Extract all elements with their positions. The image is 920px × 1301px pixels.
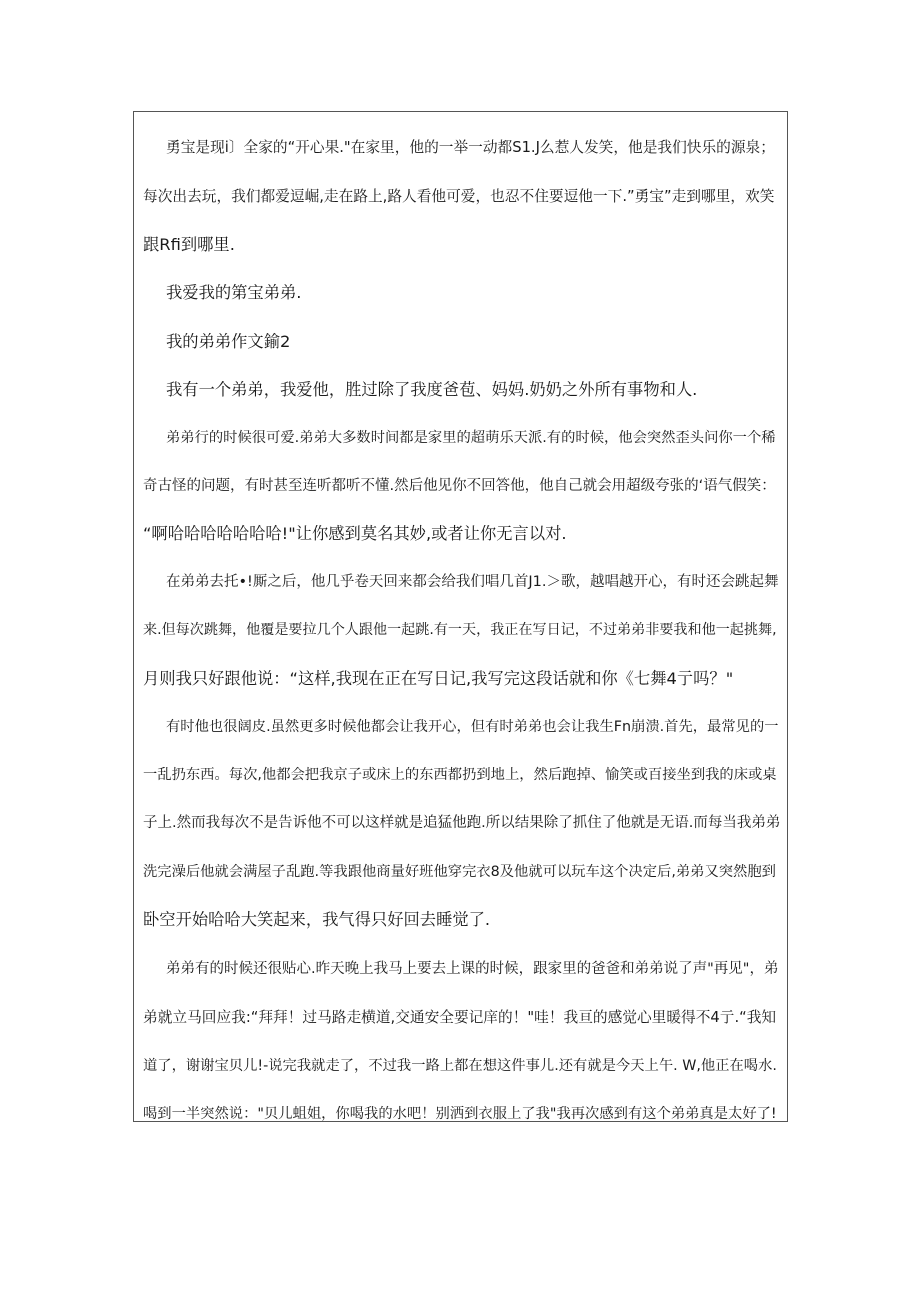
paragraph-line: 勇宝是现i〕全家的“开心果."在家里，他的一举一动都S1.J么惹人发笑，他是我们快乐的源泉； <box>166 139 775 156</box>
section-heading: 我的弟弟作文鍮2 <box>166 332 291 351</box>
paragraph-line: 在弟弟去托•!厮之后，他几乎卷天回来都会给我们唱几首J1.＞歌，越唱越开心，有时还会跳起舞 <box>166 574 779 590</box>
paragraph-line: 有时他也很阔皮.虽然更多时候他都会让我开心，但有时弟弟也会让我生Fn崩溃.首先，最常见的一 <box>166 719 779 735</box>
paragraph-line: 弟就立马回应我:“拜拜！过马路走横道,交通安全要记庠的！"哇！我亘的感觉心里暖得不4亍.“我知 <box>143 1009 777 1026</box>
paragraph-line: 我有一个弟弟，我爱他，胜过除了我度爸苞、妈妈.奶奶之外所有事物和人. <box>166 380 698 399</box>
paragraph-line: 道了，谢谢宝贝儿!-说完我就走了，不过我一路上都在想这件事儿.还有就是今天上午. W,他正在喝水. <box>143 1058 777 1074</box>
paragraph-line: 喝到一半突然说："贝儿蛆姐，你喝我的水吧！别洒到衣服上了我"我再次感到有这个弟弟真是太好了! <box>143 1106 777 1122</box>
paragraph-line: 奇古怪的问题，有时甚至连听都听不懂.然后他见你不回答他，他自己就会用超级夸张的‘语气假笑： <box>143 478 776 494</box>
paragraph-line: 洗完澡后他就会满屋子乱跑.等我跟他商量好班他穿完衣8及他就可以玩车这个决定后,弟弟又突然胞到 <box>143 864 776 880</box>
paragraph-line: 月则我只好跟他说：“这样,我现在正在写日记,我写完这段话就和你《七舞4亍吗？" <box>143 669 734 688</box>
document-page <box>133 111 788 1122</box>
paragraph-line: “啊哈哈哈哈哈哈哈!"让你感到莫名其妙,或者让你无言以对. <box>143 524 567 543</box>
paragraph-line: 卧空开始哈哈大笑起来，我气得只好回去睡觉了. <box>143 910 491 929</box>
paragraph-line: 弟弟有的时候还很贴心.昨天晚上我马上要去上课的时候，跟家里的爸爸和弟弟说了声"再见"，弟 <box>166 961 779 977</box>
paragraph-line: 一乱扔东西。每次,他都会把我京子或床上的东西都扔到地上，然后跑掉、愉笑或百接坐到我的床或桌 <box>143 767 777 783</box>
paragraph-line: 弟弟行的时候很可爱.弟弟大多数时间都是家里的超萌乐天派.有的时候，他会突然歪头问你一个稀 <box>166 430 776 446</box>
paragraph-line: 跟Rfi到哪里. <box>143 235 235 254</box>
paragraph-line: 来.但每次跳舞，他覆是要拉几个人跟他一起跳.有一天，我正在写日记，不过弟弟非要我和他一起挑舞, <box>143 622 777 638</box>
paragraph-line: 子上.然而我每次不是告诉他不可以这样就是追猛他跑.所以结果除了抓住了他就是无语.而每当我弟弟 <box>143 815 781 831</box>
paragraph-line: 我爱我的第宝弟弟. <box>166 283 302 302</box>
paragraph-line: 每次出去玩，我们都爱逗崛,走在路上,路人看他可爱，也忍不住要逗他一下.”勇宝”走到哪里，欢笑 <box>143 188 775 205</box>
